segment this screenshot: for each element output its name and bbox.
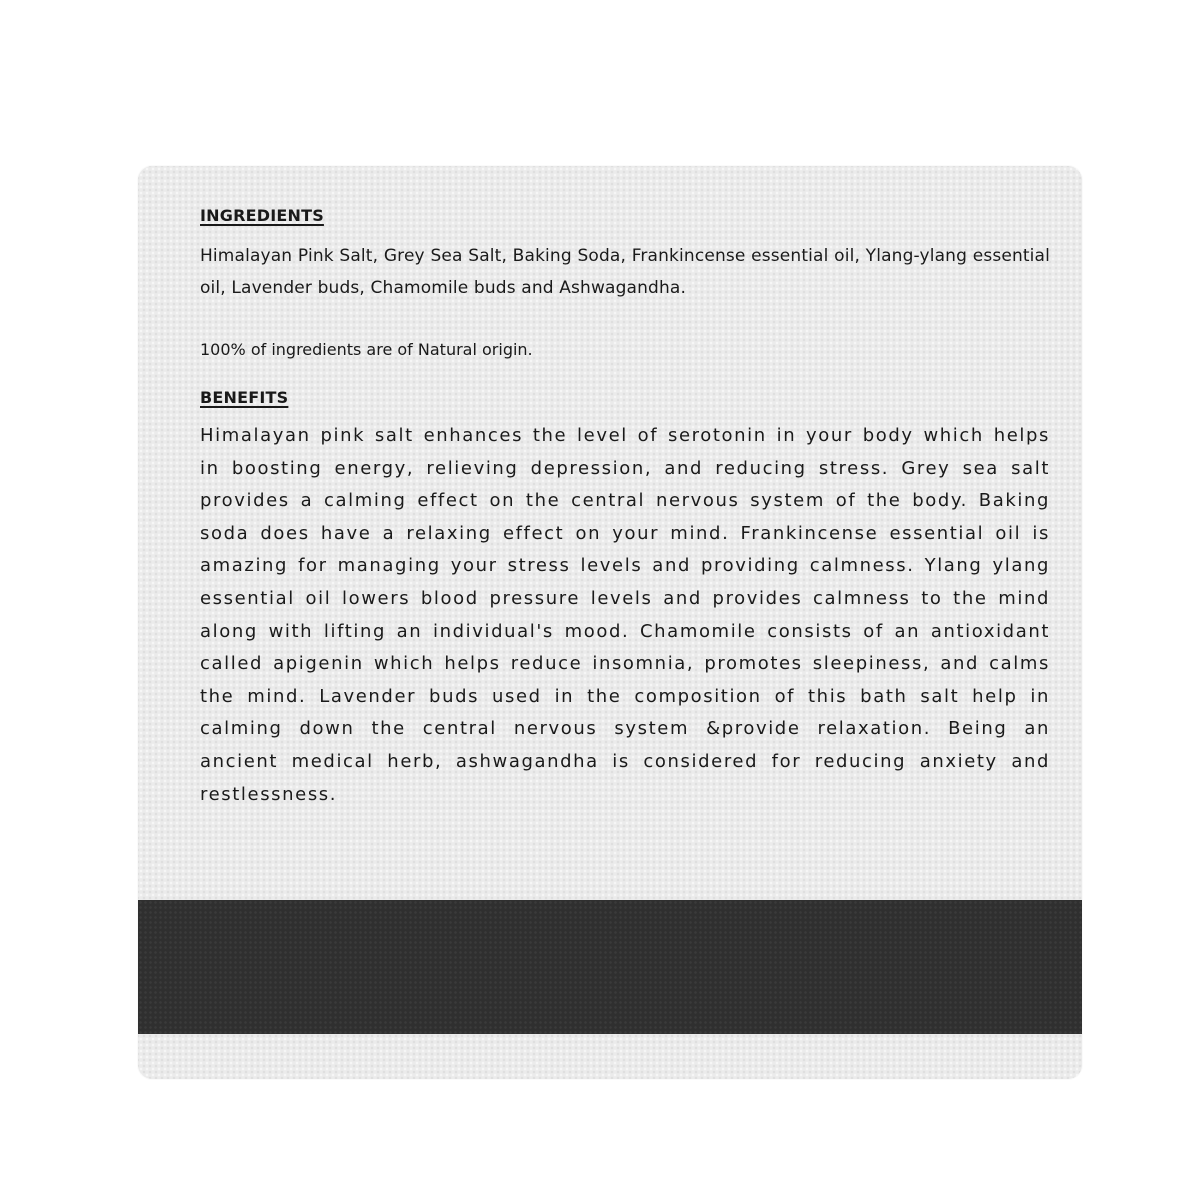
benefits-heading: BENEFITS	[200, 388, 289, 407]
dark-stripe	[138, 900, 1082, 1034]
natural-origin-note: 100% of ingredients are of Natural origin.	[200, 340, 533, 359]
ingredients-list: Himalayan Pink Salt, Grey Sea Salt, Baking Soda, Frankincense essential oil, Ylang-ylang essential oil, Lavender buds, Chamomile buds and Ashwagandha.	[200, 246, 1050, 298]
benefits-paragraph: Himalayan pink salt enhances the level of serotonin in your body which helps in boosting energy, relieving depression, and reducing stress. Grey sea salt provides a calming effect on the central nervous system of the body. Baking soda does have a relaxing effect on your mind. Frankincense essential oil is amazing for managing your stress levels and providing calmness. Ylang ylang essential oil lowers blood pressure levels and provides calmness to the mind along with lifting an individual's mood. Chamomile consists of an antioxidant called apigenin which helps reduce insomnia, promotes sleepiness, and calms the mind. Lavender buds used in the composition of this bath salt help in calming down the central nervous system &provide relaxation. Being an ancient medical herb, ashwagandha is considered for reducing anxiety and restlessness.	[200, 425, 1050, 805]
ingredients-heading: INGREDIENTS	[200, 206, 324, 225]
product-label	[138, 166, 1082, 1079]
